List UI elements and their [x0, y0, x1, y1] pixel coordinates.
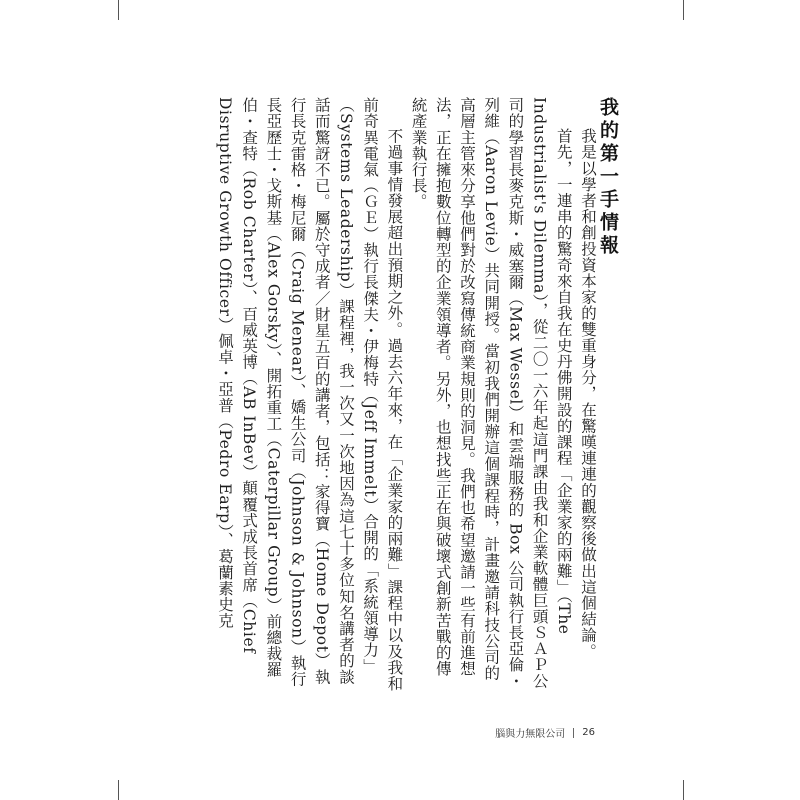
trim-mark-top-left: [118, 0, 119, 20]
trim-mark-bottom-left: [118, 780, 119, 800]
section-heading: 我的第一手情報: [597, 97, 619, 258]
trim-mark-bottom-right: [683, 780, 684, 800]
paragraph-3: 不過事情發展超出預期之外。過去六年來，在「企業家的兩難」課程中以及我和前奇異電氣（ＧＥ）執行長傑夫・伊梅特（Jeff Immelt）合開的「系統領導力」（Systems Leadership）課程裡，我一次又一次地因為這七十多位知名講者的談話而驚訝不已。屬於守成者／財星五百的講者，包括：家得寶（Home Depot）執行長克雷格・梅尼爾（Craig Menear）、嬌生公司（Johnson & Johnson）執行長亞歷士・戈斯基（Alex Gorsky）、開拓重工（Caterpillar Group）前總裁羅伯・查特（Rob Charter）、百威英博（AB InBev）顛覆式成長首席（Chief Disruptive Growth Officer）佩卓・亞普（Pedro Earp）、葛蘭素史克: [215, 97, 404, 692]
page-number: 26: [582, 727, 595, 738]
paragraph-2: 首先，一連串的驚奇來自我在史丹佛開設的課程「企業家的兩難」（The Industrialist's Dilemma），從二〇一六年起這門課由我和企業軟體巨頭ＳＡＰ公司的學習長麥克斯・威塞爾（Max Wessel）和雲端服務的 Box 公司執行長亞倫・列維（Aaron Levie）共同開授。當初我們開辦這個課程時，計畫邀請科技公司的高層主管來分享他們對於改寫傳統商業規則的洞見。我們也希望邀請一些有前進想法，正在擁抱數位轉型的企業領導者。另外，也想找些正在與破壞式創新苦戰的傳統產業執行長。: [409, 97, 573, 689]
body-text: [213, 97, 600, 692]
trim-mark-top-right: [683, 0, 684, 20]
publisher-name: 腦與力無限公司: [495, 729, 566, 740]
page-footer: [495, 725, 595, 740]
footer-divider: [573, 728, 574, 738]
paragraph-1: 我是以學者和創投資本家的雙重身分，在驚嘆連連的觀察後做出這個結論。: [579, 128, 597, 660]
